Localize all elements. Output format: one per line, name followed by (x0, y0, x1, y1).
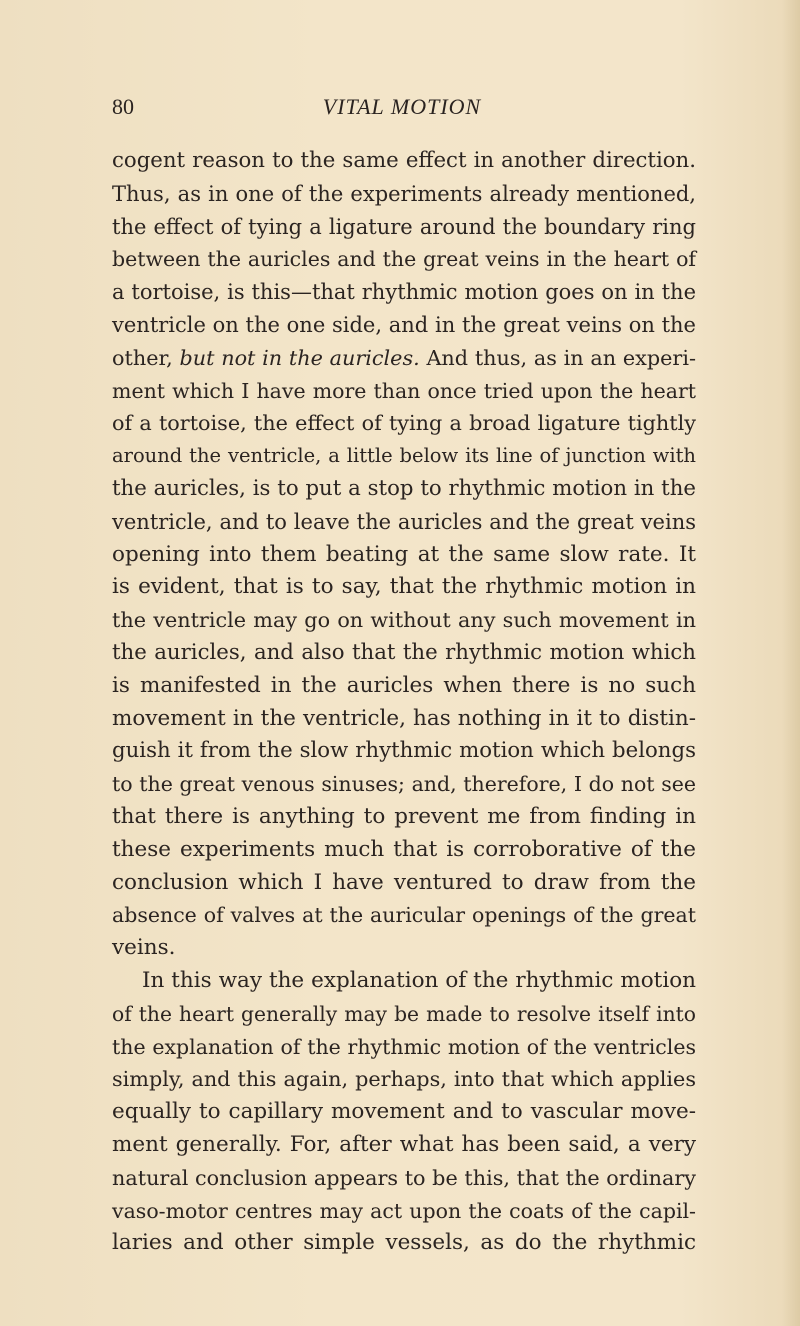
text-line: ment which I have more than once tried upon the heart (112, 378, 696, 403)
paragraph-2 (112, 965, 696, 1260)
text-line: Thus, as in one of the experiments already mentioned, (112, 181, 696, 206)
text-line: laries and other simple vessels, as do the rhythmic (112, 1230, 696, 1256)
text-line: around the ventricle, a little below its line of junction with (112, 444, 696, 468)
text-line: the auricles, is to put a stop to rhythmic motion in the (112, 475, 696, 501)
text-line: equally to capillary movement and to vascular move- (112, 1099, 696, 1125)
text-line: the auricles, and also that the rhythmic motion which (112, 639, 696, 665)
text-line: is evident, that is to say, that the rhythmic motion in (112, 574, 696, 600)
text-line: natural conclusion appears to be this, that the ordinary (112, 1165, 696, 1190)
text-line: the effect of tying a ligature around the boundary ring (112, 214, 696, 239)
text-line: guish it from the slow rhythmic motion which belongs (112, 738, 696, 764)
text-line: these experiments much that is corroborative of the (112, 836, 696, 862)
text-line: ventricle, and to leave the auricles and the great veins (112, 509, 696, 534)
text-line: that there is anything to prevent me from finding in (112, 803, 696, 829)
text-line: ment generally. For, after what has been said, a very (112, 1131, 696, 1157)
text-line: simply, and this again, perhaps, into that which applies (112, 1067, 696, 1092)
italic-phrase: but not in the auricles. (179, 345, 420, 370)
text-line: In this way the explanation of the rhythmic motion (142, 967, 696, 993)
text-line: to the great venous sinuses; and, therefore, I do not see (112, 772, 696, 797)
text-fragment: And thus, as in an experi- (426, 345, 696, 370)
text-line: movement in the ventricle, has nothing in it to distin- (112, 705, 696, 731)
text-fragment: other, (112, 345, 173, 370)
text-line: of the heart generally may be made to resolve itself into (112, 1001, 696, 1026)
text-line: the ventricle may go on without any such movement in (112, 608, 696, 633)
paragraph-1 (112, 145, 696, 965)
running-title: VITAL MOTION (322, 94, 482, 119)
text-line: conclusion which I have ventured to draw from the (112, 869, 696, 895)
page-edge-shadow (782, 0, 800, 1326)
text-line: is manifested in the auricles when there is no such (112, 672, 696, 698)
text-line: opening into them beating at the same slow rate. It (112, 541, 696, 567)
text-line: absence of valves at the auricular openings of the great (112, 903, 696, 928)
text-line: of a tortoise, the effect of tying a broad ligature tightly (112, 411, 696, 436)
text-line: veins. (112, 935, 176, 961)
text-line: cogent reason to the same effect in another direction. (112, 148, 696, 173)
page-header (112, 94, 692, 124)
body-text (112, 145, 696, 1260)
text-line: ventricle on the one side, and in the great veins on the (112, 312, 696, 337)
text-line: the explanation of the rhythmic motion of the ventricles (112, 1034, 696, 1059)
text-line (112, 342, 696, 375)
text-line: a tortoise, is this—that rhythmic motion goes on in the (112, 280, 696, 305)
text-line: vaso-motor centres may act upon the coats of the capil- (112, 1198, 696, 1223)
page-number: 80 (112, 94, 134, 119)
text-line: between the auricles and the great veins in the heart of (112, 247, 696, 272)
